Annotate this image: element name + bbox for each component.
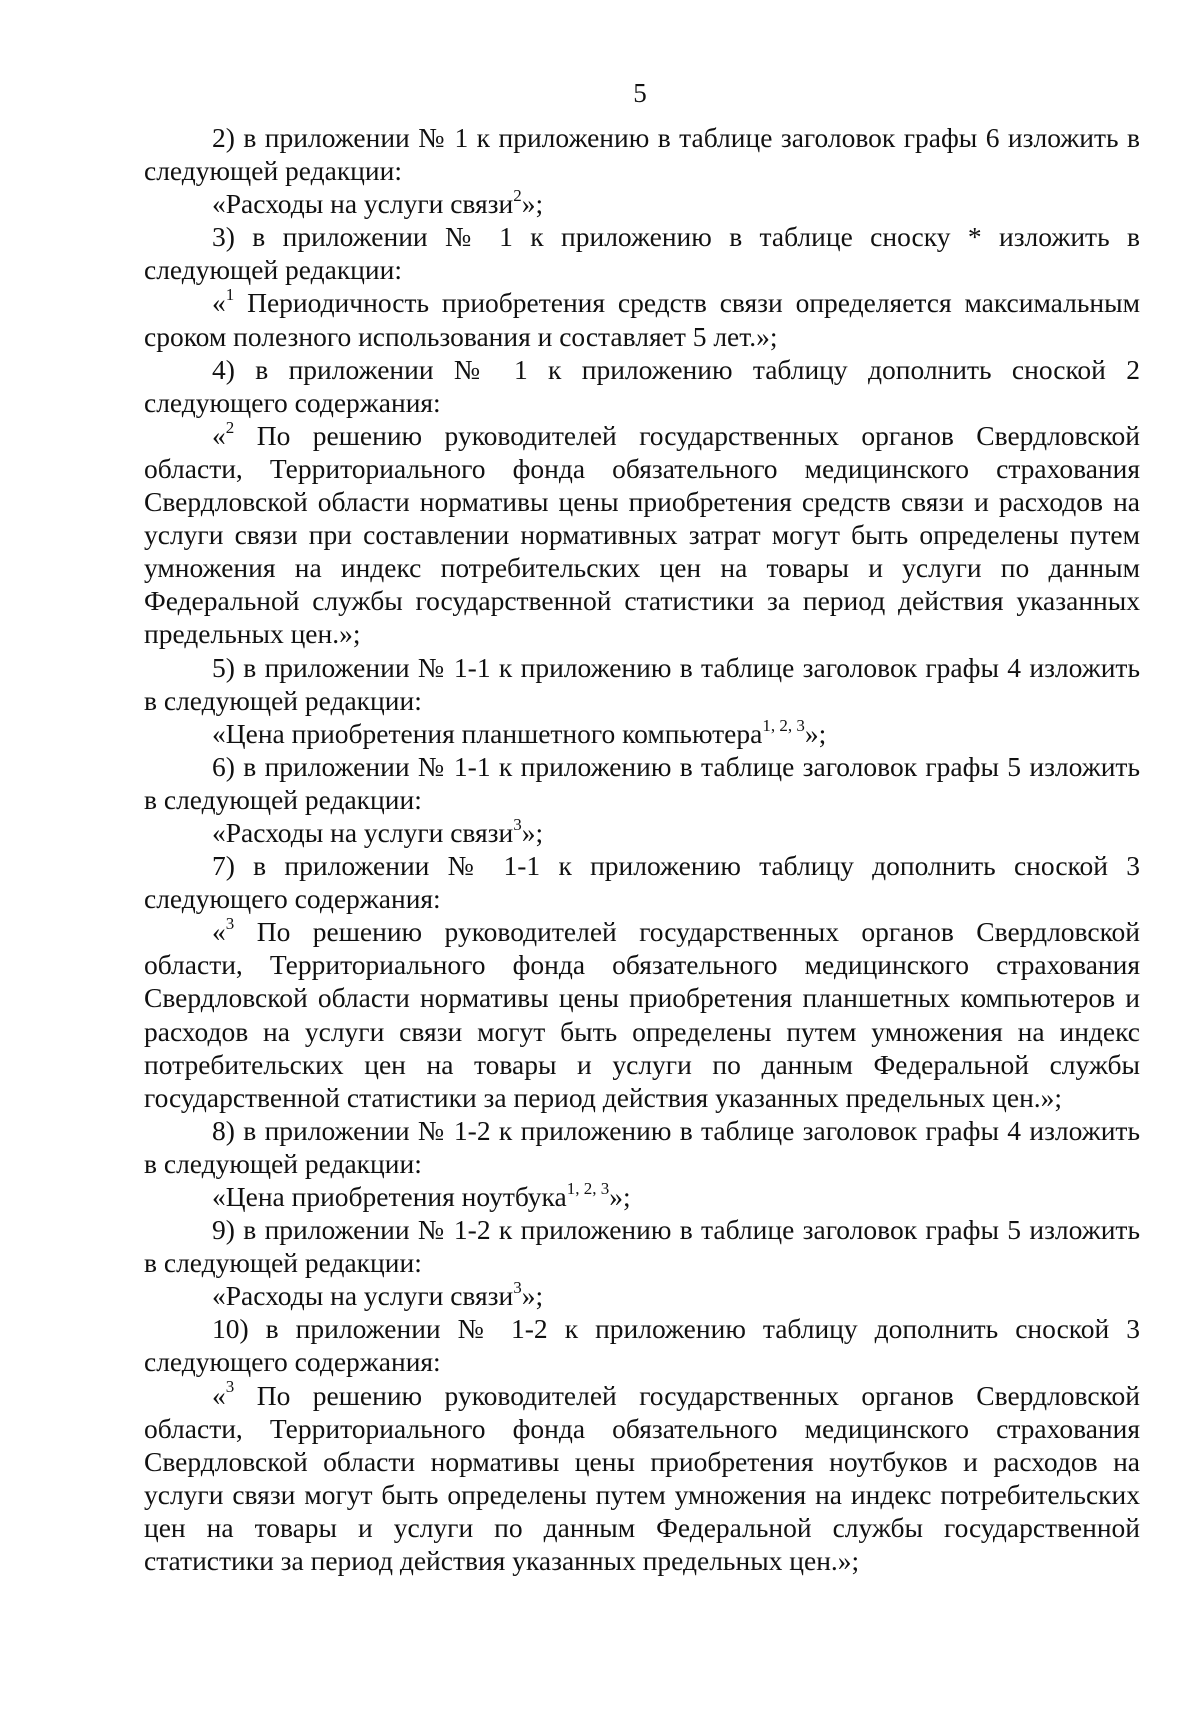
quote-text: «Расходы на услуги связи bbox=[212, 816, 514, 848]
paragraph-amendment-6: 6) в приложении № 1-1 к приложению в таблице заголовок графы 5 изложить в следующей редакции: bbox=[144, 750, 1140, 815]
document-body bbox=[144, 121, 1140, 1577]
footnote-mark: 1, 2, 3 bbox=[762, 715, 805, 735]
paragraph-amendment-10: 10) в приложении № 1-2 к приложению таблицу дополнить сноской 3 следующего содержания: bbox=[144, 1313, 1140, 1378]
quote-open: « bbox=[212, 419, 226, 451]
footnote-text: По решению руководителей государственных органов Свердловской области, Территориального фонда обязательного медицинского страхования Свердловской области нормативы цены приобретения ноутбуков и расходов на услуги связи могут быть определены путем умножения на индекс потребительских цен на товары и услуги по данным Федеральной службы государственной статистики за период действия указанных предельных цен.»; bbox=[144, 1379, 1140, 1577]
page-number: 5 bbox=[633, 78, 647, 108]
paragraph-quote-tablet-price bbox=[144, 717, 1140, 750]
footnote-text: По решению руководителей государственных органов Свердловской области, Территориального фонда обязательного медицинского страхования Свердловской области нормативы цены приобретения средств связи и расходов на услуги связи при составлении нормативных затрат могут быть определены путем умножения на индекс потребительских цен на товары и услуги по данным Федеральной службы государственной статистики за период действия указанных предельных цен.»; bbox=[144, 419, 1140, 650]
footnote-mark: 3 bbox=[513, 814, 522, 834]
paragraph-footnote-3-laptops bbox=[144, 1379, 1140, 1578]
quote-open: « bbox=[212, 1379, 226, 1411]
paragraph-footnote-2 bbox=[144, 419, 1140, 651]
footnote-mark: 3 bbox=[225, 914, 235, 934]
quote-close: »; bbox=[521, 188, 544, 220]
paragraph-quote-column-6 bbox=[144, 187, 1140, 220]
quote-text: «Цена приобретения планшетного компьютера bbox=[212, 717, 763, 749]
quote-close: »; bbox=[609, 1181, 631, 1212]
quote-close: »; bbox=[521, 816, 544, 848]
footnote-mark: 1 bbox=[225, 285, 235, 305]
paragraph-amendment-5: 5) в приложении № 1-1 к приложению в таблице заголовок графы 4 изложить в следующей редакции: bbox=[144, 651, 1140, 716]
footnote-mark: 2 bbox=[513, 186, 522, 206]
footnote-text: Периодичность приобретения средств связи определяется максимальным сроком полезного использования и составляет 5 лет.»; bbox=[144, 287, 1140, 352]
quote-text: «Расходы на услуги связи bbox=[212, 188, 514, 220]
paragraph-quote-comm-services-1-2 bbox=[144, 1279, 1140, 1312]
footnote-text: По решению руководителей государственных органов Свердловской области, Территориального фонда обязательного медицинского страхования Свердловской области нормативы цены приобретения планшетных компьютеров и расходов на услуги связи могут быть определены путем умножения на индекс потребительских цен на товары и услуги по данным Федеральной службы государственной статистики за период действия указанных предельных цен.»; bbox=[144, 916, 1140, 1113]
paragraph-amendment-4: 4) в приложении № 1 к приложению таблицу дополнить сноской 2 следующего содержания: bbox=[144, 353, 1140, 418]
paragraph-amendment-8: 8) в приложении № 1-2 к приложению в таблице заголовок графы 4 изложить в следующей редакции: bbox=[144, 1114, 1140, 1179]
paragraph-amendment-9: 9) в приложении № 1-2 к приложению в таблице заголовок графы 5 изложить в следующей редакции: bbox=[144, 1214, 1140, 1279]
paragraph-amendment-3: 3) в приложении № 1 к приложению в таблице сноску * изложить в следующей редакции: bbox=[144, 221, 1140, 286]
paragraph-footnote-3-tablets bbox=[144, 915, 1140, 1114]
paragraph-amendment-2: 2) в приложении № 1 к приложению в таблице заголовок графы 6 изложить в следующей редакции: bbox=[144, 122, 1140, 187]
quote-text: «Цена приобретения ноутбука bbox=[212, 1181, 567, 1212]
quote-open: « bbox=[212, 916, 226, 948]
quote-close: »; bbox=[521, 1280, 544, 1312]
paragraph-quote-comm-services-1-1 bbox=[144, 816, 1140, 849]
footnote-mark: 3 bbox=[513, 1278, 522, 1298]
quote-close: »; bbox=[804, 717, 827, 749]
footnote-mark: 2 bbox=[225, 417, 235, 437]
paragraph-quote-laptop-price bbox=[144, 1180, 1140, 1213]
footnote-mark: 3 bbox=[225, 1377, 235, 1397]
paragraph-footnote-1 bbox=[144, 286, 1140, 352]
quote-open: « bbox=[212, 287, 226, 319]
paragraph-amendment-7: 7) в приложении № 1-1 к приложению таблицу дополнить сноской 3 следующего содержания: bbox=[144, 850, 1140, 915]
footnote-mark: 1, 2, 3 bbox=[566, 1178, 610, 1198]
quote-text: «Расходы на услуги связи bbox=[212, 1280, 514, 1312]
